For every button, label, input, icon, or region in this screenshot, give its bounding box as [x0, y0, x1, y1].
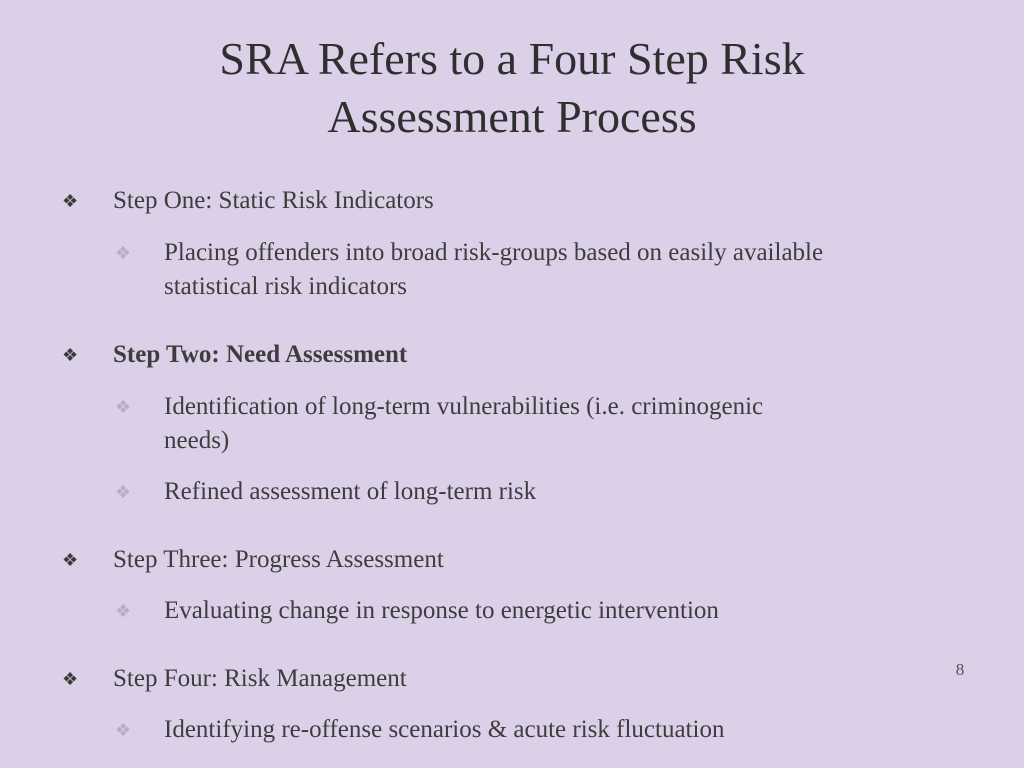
diamond-sub-bullet-icon: ❖ — [115, 482, 132, 502]
step-four-sub-1: Identifying re-offense scenarios & acute risk fluctuation — [164, 716, 725, 743]
step-two-sub-1 — [164, 390, 964, 458]
step-one-sub-1-line-1: Placing offenders into broad risk-groups based on easily available — [164, 239, 824, 266]
step-three-label: Step Three: Progress Assessment — [113, 546, 444, 573]
diamond-bullet-icon: ❖ — [62, 191, 79, 211]
diamond-sub-bullet-icon: ❖ — [115, 243, 132, 263]
step-four-label: Step Four: Risk Management — [113, 665, 407, 692]
step-three-sub-1: Evaluating change in response to energetic intervention — [164, 597, 719, 624]
step-two-sub-1-line-1: Identification of long-term vulnerabilities (i.e. criminogenic — [164, 393, 764, 420]
slide-title-line-2: Assessment Process — [327, 91, 697, 142]
page-number: 8 — [955, 660, 965, 679]
diamond-bullet-icon: ❖ — [62, 669, 79, 689]
step-two-label: Step Two: Need Assessment — [113, 341, 408, 368]
step-one-sub-1 — [164, 236, 964, 304]
slide-title-line-1: SRA Refers to a Four Step Risk — [219, 33, 805, 84]
step-one-sub-1-line-2: statistical risk indicators — [164, 273, 408, 300]
diamond-bullet-icon: ❖ — [62, 345, 79, 365]
step-one-label: Step One: Static Risk Indicators — [113, 187, 434, 214]
diamond-sub-bullet-icon: ❖ — [115, 720, 132, 740]
diamond-sub-bullet-icon: ❖ — [115, 397, 132, 417]
step-two-sub-1-line-2: needs) — [164, 427, 230, 454]
diamond-bullet-icon: ❖ — [62, 550, 79, 570]
step-two-sub-2: Refined assessment of long-term risk — [164, 478, 537, 505]
diamond-sub-bullet-icon: ❖ — [115, 601, 132, 621]
